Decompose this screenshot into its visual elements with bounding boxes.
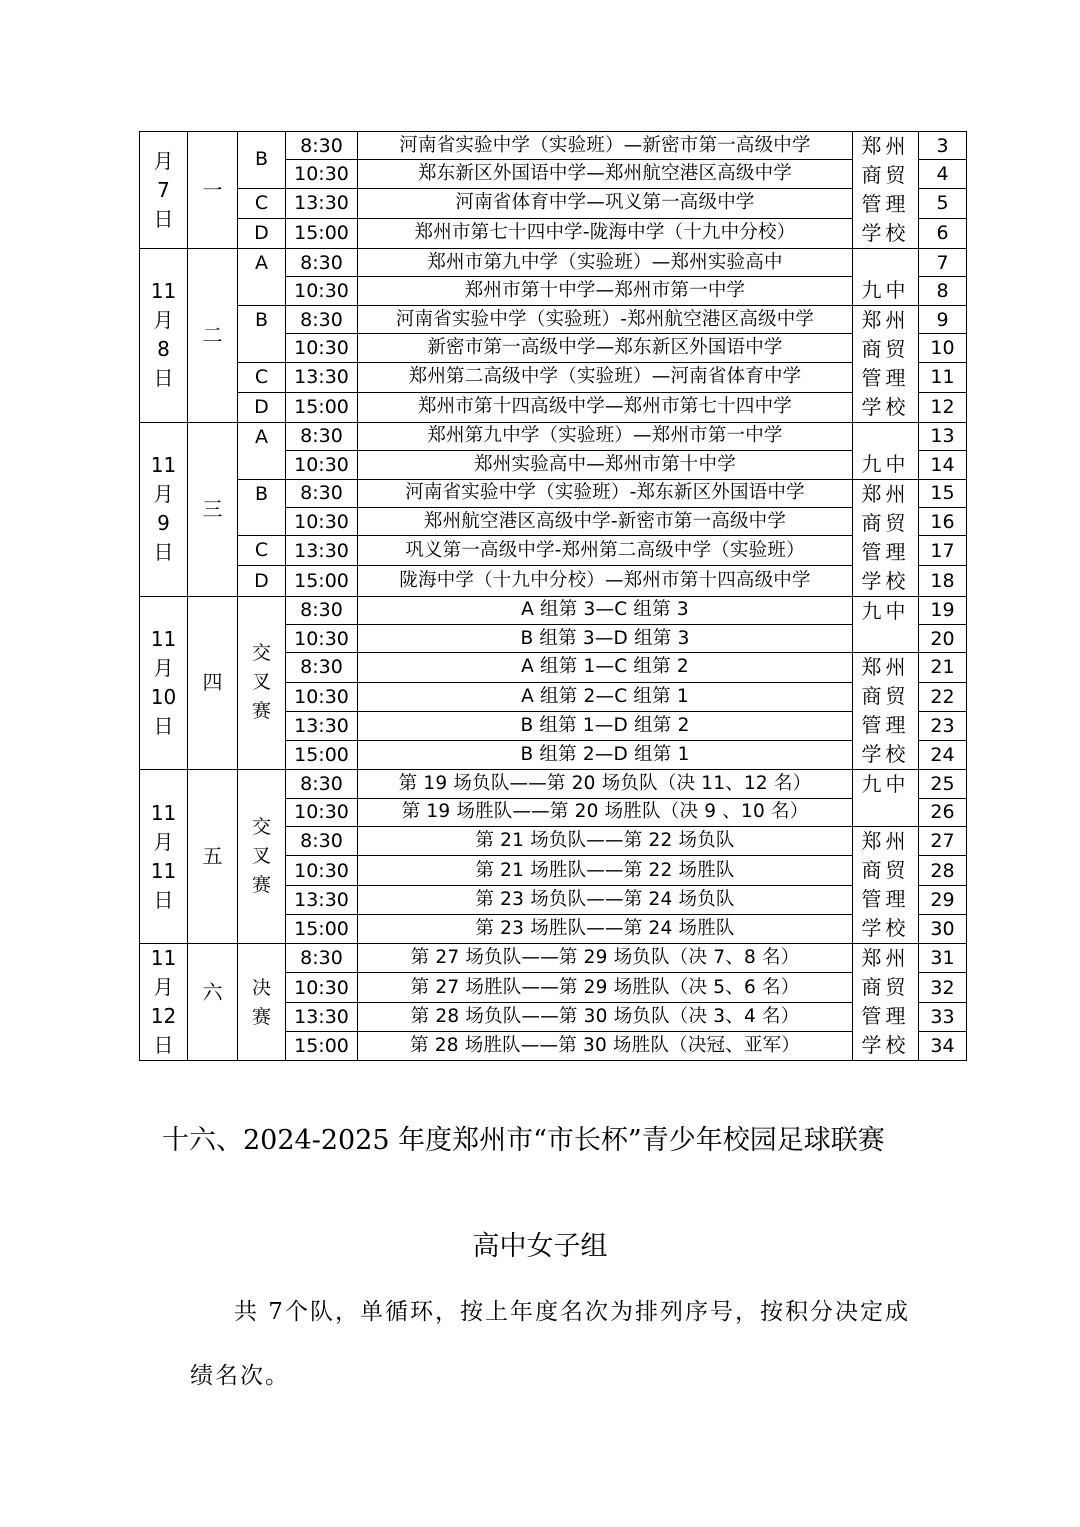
venue-cell: 郑州 商贸 管理 学校 <box>853 827 919 944</box>
time-cell: 8:30 <box>286 653 358 682</box>
body-paragraph: 共 7个队，单循环，按上年度名次为排列序号，按积分决定成绩名次。 <box>190 1299 910 1389</box>
venue-cell: 郑州 商贸 管理 学校 <box>853 653 919 770</box>
match-cell: A 组第 1—C 组第 2 <box>358 653 853 682</box>
match-number: 15 <box>919 479 967 507</box>
time-cell: 15:00 <box>286 741 358 770</box>
match-cell: 郑州第二高级中学（实验班）—河南省体育中学 <box>358 362 853 392</box>
date-cell: 11 月 12 日 <box>140 944 188 1061</box>
match-number: 18 <box>919 566 967 596</box>
stage-cell: 交 叉 赛 <box>238 596 286 770</box>
table-row <box>140 218 967 248</box>
match-cell: 第 28 场负队——第 30 场负队（决 3、4 名） <box>358 1002 853 1031</box>
match-number: 31 <box>919 944 967 973</box>
table-row <box>140 249 967 277</box>
time-cell: 10:30 <box>286 160 358 188</box>
match-cell: 河南省实验中学（实验班）—新密市第一高级中学 <box>358 132 853 160</box>
match-cell: 郑州航空港区高级中学-新密市第一高级中学 <box>358 508 853 536</box>
group-cell: B <box>238 132 286 189</box>
match-number: 28 <box>919 856 967 885</box>
match-cell: B 组第 2—D 组第 1 <box>358 741 853 770</box>
group-cell: A <box>238 422 286 479</box>
group-cell: C <box>238 362 286 392</box>
time-cell: 10:30 <box>286 856 358 885</box>
time-cell: 13:30 <box>286 188 358 218</box>
match-number: 5 <box>919 188 967 218</box>
venue-cell: 九中 <box>853 249 919 306</box>
match-number: 21 <box>919 653 967 682</box>
time-cell: 8:30 <box>286 944 358 973</box>
time-cell: 8:30 <box>286 479 358 507</box>
match-number: 19 <box>919 596 967 624</box>
match-cell: 陇海中学（十九中分校）—郑州市第十四高级中学 <box>358 566 853 596</box>
weekday-cell: 一 <box>188 132 238 249</box>
match-number: 26 <box>919 798 967 826</box>
time-cell: 8:30 <box>286 305 358 333</box>
date-cell: 月 7 日 <box>140 132 188 249</box>
match-number: 17 <box>919 536 967 566</box>
time-cell: 15:00 <box>286 914 358 943</box>
time-cell: 10:30 <box>286 973 358 1002</box>
time-cell: 10:30 <box>286 508 358 536</box>
match-number: 16 <box>919 508 967 536</box>
venue-cell: 九中 <box>853 596 919 653</box>
match-number: 12 <box>919 392 967 422</box>
time-cell: 8:30 <box>286 827 358 856</box>
time-cell: 15:00 <box>286 392 358 422</box>
match-cell: 郑州第九中学（实验班）—郑州市第一中学 <box>358 422 853 450</box>
match-cell: 郑州实验高中—郑州市第十中学 <box>358 451 853 479</box>
weekday-cell: 二 <box>188 249 238 423</box>
time-cell: 10:30 <box>286 682 358 711</box>
group-cell: B <box>238 479 286 536</box>
table-row <box>140 362 967 392</box>
match-number: 27 <box>919 827 967 856</box>
match-number: 9 <box>919 305 967 333</box>
table-row <box>140 479 967 507</box>
weekday-cell: 五 <box>188 770 238 944</box>
match-cell: B 组第 3—D 组第 3 <box>358 624 853 652</box>
match-number: 29 <box>919 885 967 914</box>
match-cell: 第 21 场胜队——第 22 场胜队 <box>358 856 853 885</box>
venue-cell: 九中 <box>853 770 919 827</box>
time-cell: 10:30 <box>286 798 358 826</box>
match-number: 25 <box>919 770 967 798</box>
date-cell: 11 月 8 日 <box>140 249 188 423</box>
table-row <box>140 132 967 160</box>
time-cell: 8:30 <box>286 770 358 798</box>
match-cell: 第 28 场胜队——第 30 场胜队（决冠、亚军） <box>358 1031 853 1060</box>
time-cell: 8:30 <box>286 422 358 450</box>
time-cell: 13:30 <box>286 885 358 914</box>
match-cell: A 组第 2—C 组第 1 <box>358 682 853 711</box>
match-number: 24 <box>919 741 967 770</box>
group-cell: C <box>238 188 286 218</box>
match-number: 30 <box>919 914 967 943</box>
match-cell: 第 19 场负队——第 20 场负队（决 11、12 名） <box>358 770 853 798</box>
schedule-table <box>139 131 967 1061</box>
match-number: 8 <box>919 277 967 305</box>
table-row <box>140 566 967 596</box>
time-cell: 8:30 <box>286 249 358 277</box>
match-number: 34 <box>919 1031 967 1060</box>
table-row <box>140 305 967 333</box>
match-cell: 河南省实验中学（实验班）-郑州航空港区高级中学 <box>358 305 853 333</box>
table-row <box>140 596 967 624</box>
date-cell: 11 月 11 日 <box>140 770 188 944</box>
match-cell: 郑州市第七十四中学-陇海中学（十九中分校） <box>358 218 853 248</box>
match-cell: 郑州市第九中学（实验班）—郑州实验高中 <box>358 249 853 277</box>
time-cell: 10:30 <box>286 624 358 652</box>
match-number: 33 <box>919 1002 967 1031</box>
table-row <box>140 770 967 798</box>
section-heading: 十六、2024-2025 年度郑州市“市长杯”青少年校园足球联赛 <box>162 1125 885 1156</box>
match-number: 3 <box>919 132 967 160</box>
match-number: 11 <box>919 362 967 392</box>
time-cell: 8:30 <box>286 596 358 624</box>
match-cell: 第 23 场负队——第 24 场负队 <box>358 885 853 914</box>
weekday-cell: 三 <box>188 422 238 596</box>
venue-cell: 九中 <box>853 422 919 479</box>
time-cell: 13:30 <box>286 536 358 566</box>
match-number: 13 <box>919 422 967 450</box>
time-cell: 13:30 <box>286 1002 358 1031</box>
match-number: 14 <box>919 451 967 479</box>
venue-cell: 郑州 商贸 管理 学校 <box>853 944 919 1061</box>
subsection-title: 高中女子组 <box>472 1231 608 1262</box>
stage-cell: 交 叉 赛 <box>238 770 286 944</box>
time-cell: 13:30 <box>286 711 358 740</box>
group-cell: D <box>238 392 286 422</box>
venue-cell: 郑州 商贸 管理 学校 <box>853 132 919 249</box>
group-cell: A <box>238 249 286 306</box>
group-cell: D <box>238 218 286 248</box>
match-cell: 河南省体育中学—巩义第一高级中学 <box>358 188 853 218</box>
match-cell: A 组第 3—C 组第 3 <box>358 596 853 624</box>
time-cell: 8:30 <box>286 132 358 160</box>
match-cell: 新密市第一高级中学—郑东新区外国语中学 <box>358 334 853 362</box>
table-row <box>140 944 967 973</box>
match-number: 4 <box>919 160 967 188</box>
time-cell: 13:30 <box>286 362 358 392</box>
venue-cell: 郑州 商贸 管理 学校 <box>853 479 919 596</box>
match-number: 32 <box>919 973 967 1002</box>
match-number: 22 <box>919 682 967 711</box>
match-number: 7 <box>919 249 967 277</box>
match-cell: 巩义第一高级中学-郑州第二高级中学（实验班） <box>358 536 853 566</box>
match-number: 20 <box>919 624 967 652</box>
match-number: 6 <box>919 218 967 248</box>
group-cell: C <box>238 536 286 566</box>
match-cell: 郑州市第十四高级中学—郑州市第七十四中学 <box>358 392 853 422</box>
table-row <box>140 536 967 566</box>
time-cell: 15:00 <box>286 218 358 248</box>
weekday-cell: 六 <box>188 944 238 1061</box>
match-number: 10 <box>919 334 967 362</box>
match-cell: 第 21 场负队——第 22 场负队 <box>358 827 853 856</box>
match-cell: 第 19 场胜队——第 20 场胜队（决 9 、10 名） <box>358 798 853 826</box>
match-number: 23 <box>919 711 967 740</box>
match-cell: 郑东新区外国语中学—郑州航空港区高级中学 <box>358 160 853 188</box>
time-cell: 10:30 <box>286 277 358 305</box>
time-cell: 15:00 <box>286 566 358 596</box>
match-cell: 第 27 场负队——第 29 场负队（决 7、8 名） <box>358 944 853 973</box>
stage-cell: 决 赛 <box>238 944 286 1061</box>
table-row <box>140 422 967 450</box>
match-cell: 第 23 场胜队——第 24 场胜队 <box>358 914 853 943</box>
venue-cell: 郑州 商贸 管理 学校 <box>853 305 919 422</box>
time-cell: 15:00 <box>286 1031 358 1060</box>
group-cell: B <box>238 305 286 362</box>
date-cell: 11 月 10 日 <box>140 596 188 770</box>
date-cell: 11 月 9 日 <box>140 422 188 596</box>
time-cell: 10:30 <box>286 451 358 479</box>
weekday-cell: 四 <box>188 596 238 770</box>
match-cell: 郑州市第十中学—郑州市第一中学 <box>358 277 853 305</box>
table-row <box>140 392 967 422</box>
match-cell: 第 27 场胜队——第 29 场胜队（决 5、6 名） <box>358 973 853 1002</box>
match-cell: 河南省实验中学（实验班）-郑东新区外国语中学 <box>358 479 853 507</box>
time-cell: 10:30 <box>286 334 358 362</box>
table-row <box>140 188 967 218</box>
group-cell: D <box>238 566 286 596</box>
match-cell: B 组第 1—D 组第 2 <box>358 711 853 740</box>
